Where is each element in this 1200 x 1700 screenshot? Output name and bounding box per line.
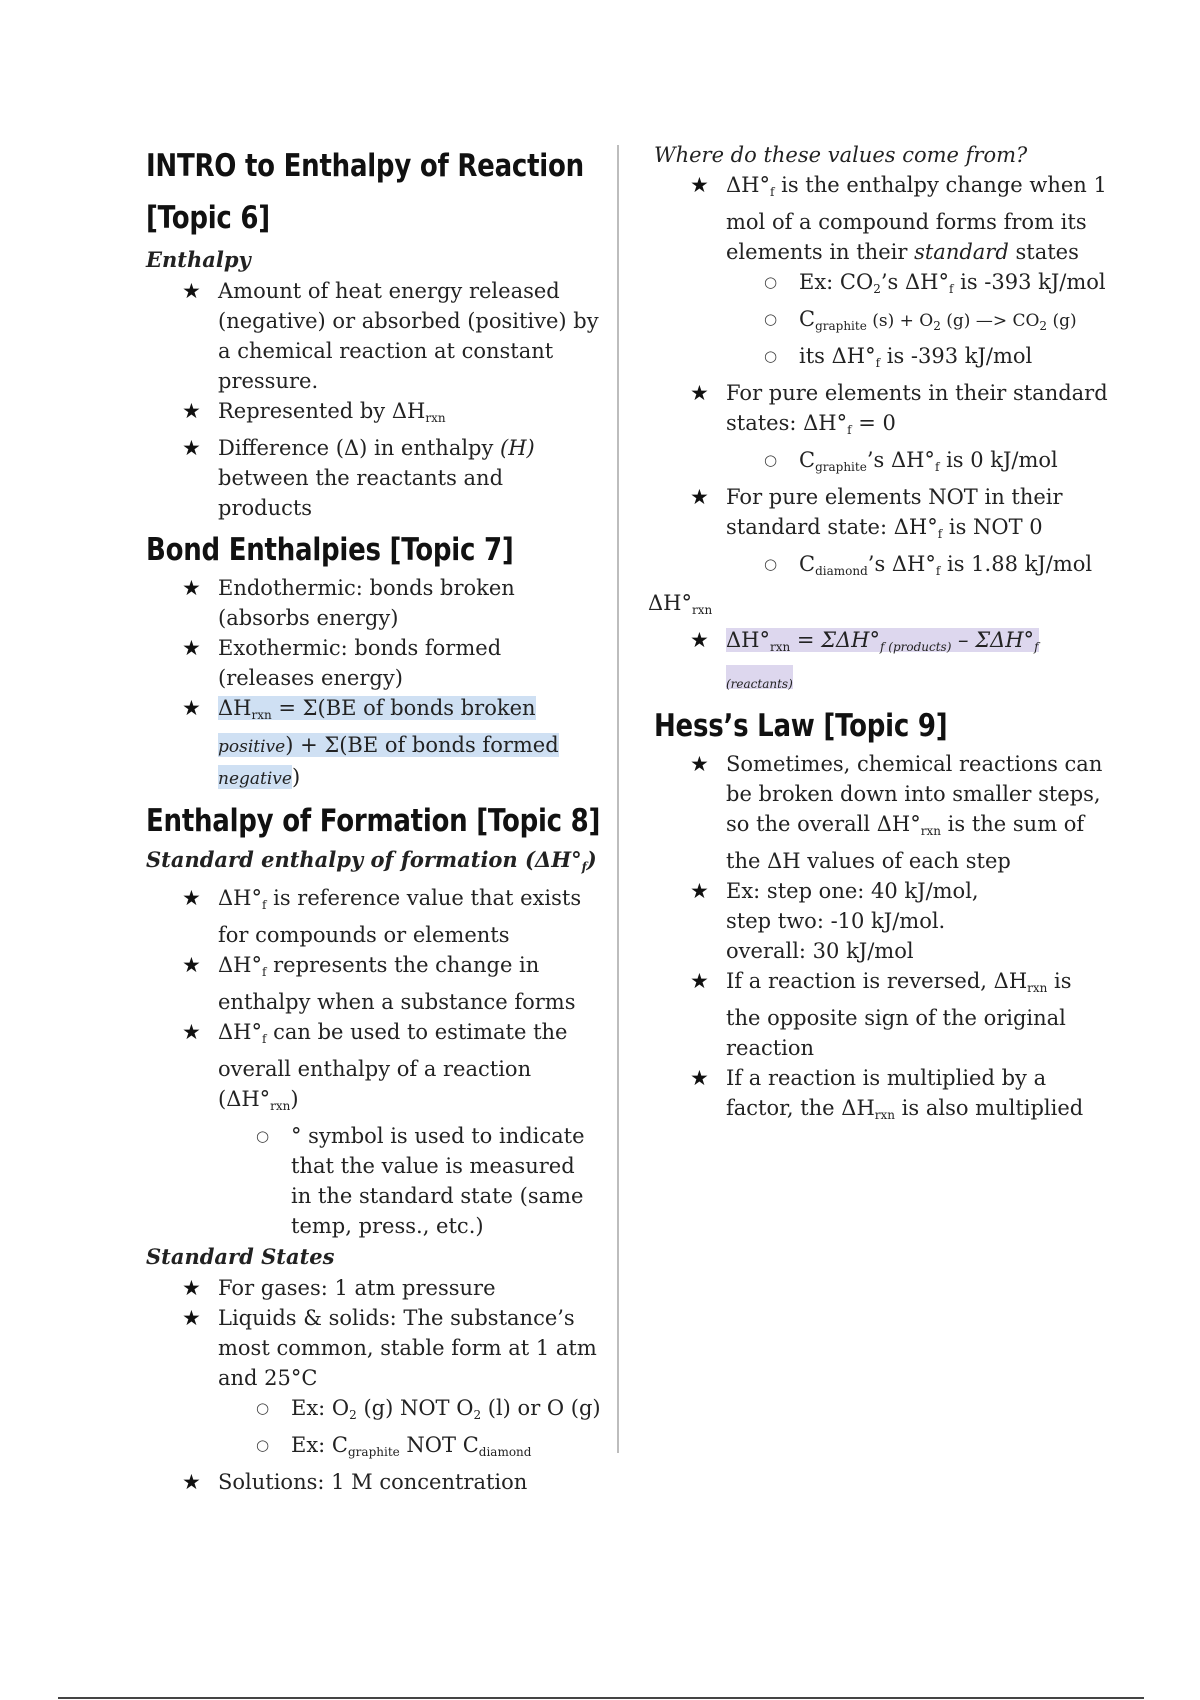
list-item: ★ Sometimes, chemical reactions can be broken down into smaller steps, so the overall $\Delta H^\circ_{rxn}$ is the sum of the ΔH values of each step — [654, 749, 1109, 876]
column-divider — [617, 145, 619, 1453]
list-item: ★ For gases: 1 atm pressure — [146, 1273, 601, 1303]
list-item: ○ ° symbol is used to indicate that the value is measured in the standard state (same temp, press., etc.) — [146, 1121, 601, 1241]
list-item: ★ Difference (Δ) in enthalpy (H) between the reactants and products — [146, 433, 601, 523]
standard-states-list — [146, 1273, 601, 1497]
bottom-rule — [58, 1697, 1144, 1699]
bond-enthalpies-heading: Bond Enthalpies [Topic 7] — [146, 532, 514, 568]
std-formation-heading: Standard enthalpy of formation $(\Delta H^\circ_f)$ — [146, 847, 597, 874]
list-item: ★ $\Delta H^\circ_f$ can be used to estimate the overall enthalpy of a reaction $(\Delta H^\circ_{rxn})$ — [146, 1017, 601, 1121]
standard-states-heading: Standard States — [146, 1244, 335, 1269]
page-title-line1: INTRO to Enthalpy of Reaction — [146, 148, 584, 184]
left-column — [146, 140, 601, 1497]
list-item: ★ For pure elements NOT in their standard state: $\Delta H^\circ_f$ is NOT 0 — [654, 482, 1109, 549]
list-item: ★ For pure elements in their standard states: $\Delta H^\circ_f = 0$ — [654, 378, 1109, 445]
right-column — [648, 140, 1109, 1130]
formation-heading: Enthalpy of Formation [Topic 8] — [146, 803, 601, 839]
enthalpy-list — [146, 276, 601, 523]
formation-equation: ★ $\Delta H^\circ_{rxn} = \Sigma\Delta H^\circ_{f (products)} - \Sigma\Delta H^\circ_{f (reactants)}$ — [654, 625, 1109, 699]
list-item: ★ $\Delta H^\circ_f$ represents the change in enthalpy when a substance forms — [146, 950, 601, 1017]
list-item: ○ its $\Delta H^\circ_f$ is -393 kJ/mol — [654, 341, 1109, 378]
list-item: ★ Ex: step one: 40 kJ/mol, step two: -10 kJ/mol. overall: 30 kJ/mol — [654, 876, 1109, 966]
list-item: ○ Ex: $O_2$ (g) NOT $O_2$ (l) or O (g) — [146, 1393, 601, 1430]
list-item: ★ If a reaction is reversed, $\Delta H_{rxn}$ is the opposite sign of the original reaction — [654, 966, 1109, 1063]
list-item: ○ Ex: $CO_2’s$ $\Delta H^\circ_f$ is -393 kJ/mol — [654, 267, 1109, 304]
list-item: ★ Endothermic: bonds broken (absorbs energy) — [146, 573, 601, 633]
list-item: ★ $\Delta H^\circ_f$ is reference value that exists for compounds or elements — [146, 883, 601, 950]
values-question: Where do these values come from? — [654, 143, 1028, 167]
bond-list — [146, 573, 601, 794]
equation-list — [654, 625, 1109, 699]
formation-list — [146, 883, 601, 1241]
delta-h-rxn-label: $\Delta H^\circ_{rxn}$ — [648, 591, 713, 617]
page-title-line2: [Topic 6] — [146, 200, 270, 236]
list-item: ★ Represented by $\Delta H_{rxn}$ — [146, 396, 601, 433]
list-item: ★ $\Delta H^\circ_f$ is the enthalpy change when 1 mol of a compound forms from its elements in their standard states — [654, 170, 1109, 267]
list-item: ○ $C_{graphite}$ $(s) + O_2$ (g) —> $CO_2$ (g) — [654, 304, 1109, 341]
list-item: ○ $C_{diamond}’s$ $\Delta H^\circ_f$ is 1.88 kJ/mol — [654, 549, 1109, 586]
list-item: ★ Solutions: 1 M concentration — [146, 1467, 601, 1497]
list-item: ○ Ex: $C_{graphite}$ NOT $C_{diamond}$ — [146, 1430, 601, 1467]
hess-law-heading: Hess’s Law [Topic 9] — [654, 708, 948, 744]
list-item: ★ Liquids & solids: The substance’s most common, stable form at 1 atm and 25°C — [146, 1303, 601, 1393]
hess-list — [654, 749, 1109, 1130]
values-list — [654, 170, 1109, 586]
list-item: ★ Exothermic: bonds formed (releases energy) — [146, 633, 601, 693]
bond-formula: ★ $\Delta H_{rxn} = \Sigma(BE$ of bonds broken positive) + Σ(BE of bonds formed negative) — [146, 693, 601, 794]
enthalpy-heading: Enthalpy — [146, 247, 251, 272]
list-item: ★ If a reaction is multiplied by a factor, the $\Delta H_{rxn}$ is also multiplied — [654, 1063, 1109, 1130]
list-item: ○ $C_{graphite}’s$ $\Delta H^\circ_f$ is 0 kJ/mol — [654, 445, 1109, 482]
list-item: ★ Amount of heat energy released (negative) or absorbed (positive) by a chemical reaction at constant pressure. — [146, 276, 601, 396]
